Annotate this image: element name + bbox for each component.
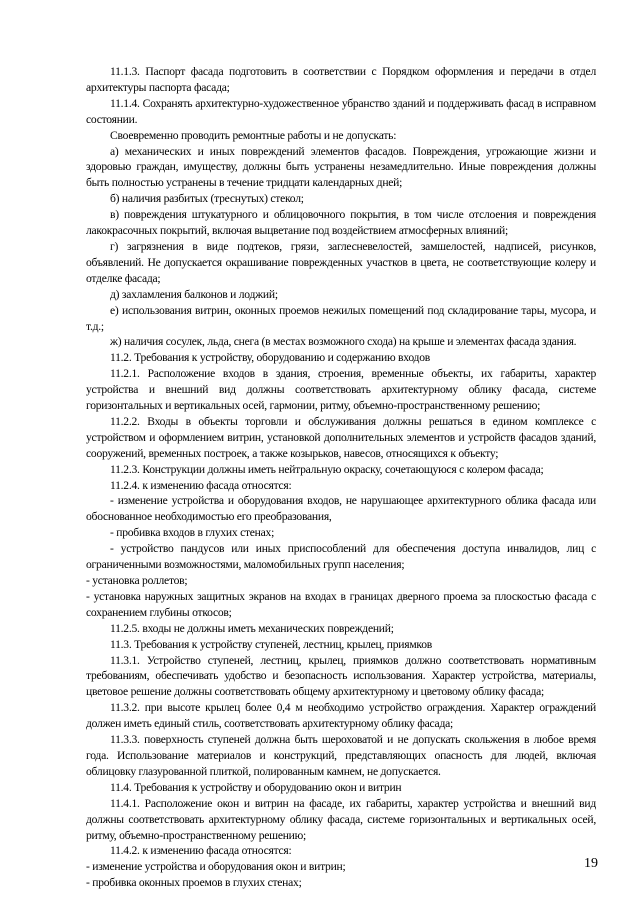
paragraph: Своевременно проводить ремонтные работы и не допускать: <box>110 128 397 142</box>
paragraph: 11.3. Требования к устройству ступеней, лестниц, крылец, приямков <box>110 637 433 651</box>
paragraph: 11.2.4. к изменению фасада относятся: <box>110 478 292 492</box>
paragraph: 11.2.2. Входы в объекты торговли и обслуживания должны решаться в едином комплексе с устройством и оформлением витрин, установкой дополнительных элементов и устройств фасадов зданий, сооружений, временных построек, а также козырьков, навесов, относящихся к объекту; <box>86 414 596 460</box>
paragraph: 11.2.1. Расположение входов в здания, строения, временные объекты, их габариты, характер устройства и внешний вид должны соответствовать архитектурному облику фасада, системе горизонтальных и вертикальных осей, гармонии, ритму, объемно-пространственному решению; <box>86 367 596 413</box>
paragraph: - установка роллетов; <box>86 574 188 587</box>
paragraph: 11.4.1. Расположение окон и витрин на фасаде, их габариты, характер устройства и внешний вид должны соответствовать архитектурному облику фасада, системе горизонтальных и вертикальных осей, ритму, объемно-пространственному решению; <box>86 796 596 842</box>
paragraph: 11.2.5. входы не должны иметь механических повреждений; <box>110 621 394 635</box>
paragraph: е) использования витрин, оконных проемов нежилых помещений под складирование тары, мусора, и т.д.; <box>86 303 596 333</box>
document-page <box>86 64 596 891</box>
paragraph: ж) наличия сосулек, льда, снега (в местах возможного схода) на крыше и элементах фасада здания. <box>110 335 577 349</box>
paragraph: - устройство пандусов или иных приспособлений для обеспечения доступа инвалидов, лиц с ограниченными возможностями, маломобильных групп населения; <box>86 542 596 572</box>
paragraph: 11.4.2. к изменению фасада относятся: <box>110 844 292 858</box>
paragraph: - установка наружных защитных экранов на входах в границах дверного проема за плоскостью фасада с сохранением глубины откосов; <box>86 589 596 619</box>
paragraph: - пробивка входов в глухих стенах; <box>110 526 275 540</box>
paragraph: д) захламления балконов и лоджий; <box>110 287 278 301</box>
paragraph: 11.2. Требования к устройству, оборудованию и содержанию входов <box>110 351 430 365</box>
page-number: 19 <box>584 856 598 871</box>
paragraph: в) повреждения штукатурного и облицовочного покрытия, в том числе отслоения и повреждения лакокрасочных покрытий, включая выцветание под воздействием атмосферных влияний; <box>86 208 596 238</box>
paragraph: а) механических и иных повреждений элементов фасадов. Повреждения, угрожающие жизни и здоровью граждан, имуществу, должны быть устранены незамедлительно. Иные повреждения должны быть полностью устранены в течение тридцати календарных дней; <box>86 144 596 190</box>
paragraph: 11.1.3. Паспорт фасада подготовить в соответствии с Порядком оформления и передачи в отдел архитектуры паспорта фасада; <box>86 65 596 94</box>
paragraph: 11.1.4. Сохранять архитектурно-художественное убранство зданий и поддерживать фасад в исправном состоянии. <box>86 96 596 126</box>
paragraph: б) наличия разбитых (треснутых) стекол; <box>110 192 304 206</box>
paragraph: 11.4. Требования к устройству и оборудованию окон и витрин <box>110 780 402 794</box>
paragraph: 11.3.2. при высоте крылец более 0,4 м необходимо устройство ограждения. Характер ограждений должен иметь единый стиль, соответствовать архитектурному облику фасада; <box>86 701 596 731</box>
paragraph: - пробивка оконных проемов в глухих стенах; <box>86 876 302 890</box>
paragraph: - изменение устройства и оборудования окон и витрин; <box>86 860 346 874</box>
paragraph: г) загрязнения в виде подтеков, грязи, заглесневелостей, замшелостей, надписей, рисунков, объявлений. Не допускается окрашивание поврежденных участков в цвета, не соответствующие колеру и отделке фасада; <box>86 239 596 285</box>
paragraph: 11.3.3. поверхность ступеней должна быть шероховатой и не допускать скольжения в любое время года. Использование материалов и конструкций, представляющих опасность для людей, включая облицовку глазурованной плиткой, полированным камнем, не допускается. <box>86 733 596 778</box>
paragraph: 11.3.1. Устройство ступеней, лестниц, крылец, приямков должно соответствовать нормативным требованиям, обеспечивать удобство и безопасность использования. Характер устройства, материалы, цветовое решение должны соответствовать общему архитектурному и цветовому облику фасада; <box>86 653 596 699</box>
paragraph: 11.2.3. Конструкции должны иметь нейтральную окраску, сочетающуюся с колером фасада; <box>110 462 544 476</box>
paragraph: - изменение устройства и оборудования входов, не нарушающее архитектурного облика фасада или обоснованное необходимостью его преобразования, <box>86 494 596 524</box>
